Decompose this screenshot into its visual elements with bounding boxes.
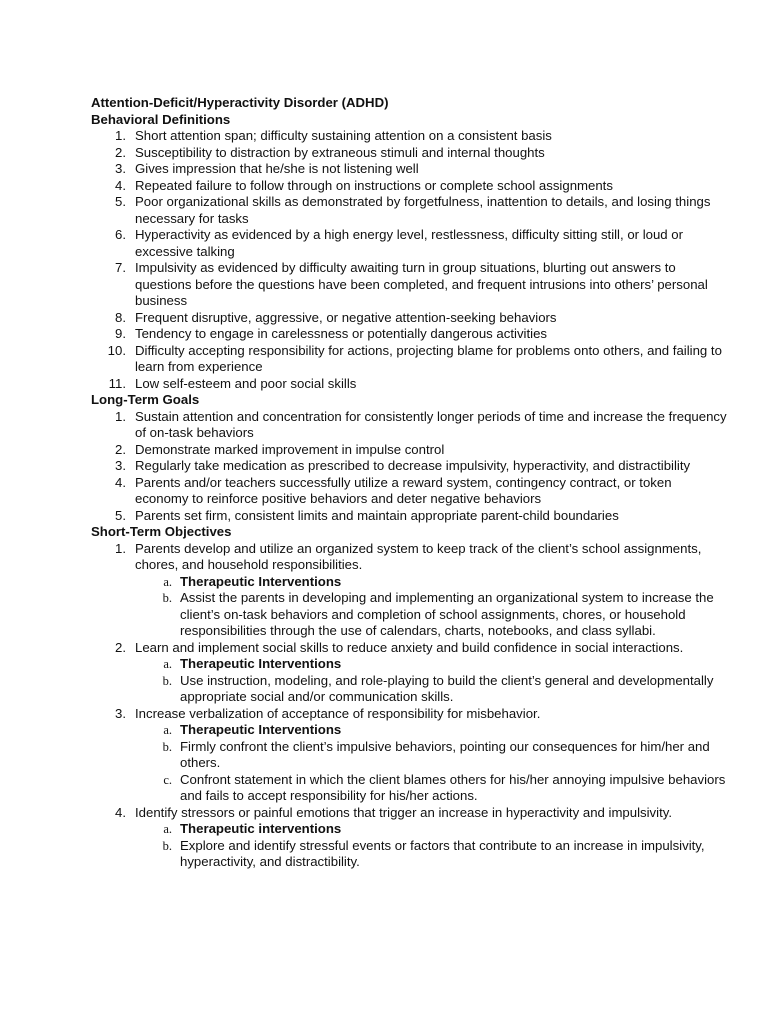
list-item — [91, 640, 728, 657]
list-item-text: Gives impression that he/she is not listening well — [135, 161, 419, 176]
list-item-text: Repeated failure to follow through on instructions or complete school assignments — [135, 177, 613, 193]
list-item-number: 11. — [108, 375, 126, 391]
list-item-number: 1. — [115, 540, 126, 556]
list-item-number: 4. — [115, 177, 126, 193]
list-item-text: Hyperactivity as evidenced by a high energy level, restlessness, difficulty sitting still, or loud or excessive talking — [135, 227, 684, 259]
list-item-number: 3. — [115, 458, 126, 473]
list-item — [91, 409, 728, 442]
section-heading: Long-Term Goals — [91, 392, 200, 407]
section — [91, 524, 728, 871]
list-item-number: 3. — [115, 705, 126, 721]
list-item-text: Short attention span; difficulty sustaining attention on a consistent basis — [135, 128, 552, 143]
list-item — [91, 194, 728, 227]
sub-list-item-text: Explore and identify stressful events or factors that contribute to an increase in impulsivity, hyperactivity, and distractibility. — [180, 837, 705, 869]
sub-list-item — [91, 673, 728, 706]
sub-list-item — [91, 838, 728, 871]
list-item-text: Parents set firm, consistent limits and maintain appropriate parent-child boundaries — [135, 507, 619, 523]
list-item-text: Difficulty accepting responsibility for actions, projecting blame for problems onto others, and failing to learn from experience — [135, 342, 722, 374]
list-item-text: Parents and/or teachers successfully utilize a reward system, contingency contract, or token economy to reinforce positive behaviors and deter negative behaviors — [135, 474, 672, 506]
sub-list-item-letter: b. — [162, 838, 172, 853]
list-item-number: 2. — [115, 639, 126, 655]
sub-list-item — [91, 739, 728, 772]
section — [91, 392, 728, 524]
list-item-text: Poor organizational skills as demonstrated by forgetfulness, inattention to details, and losing things necessary for tasks — [135, 194, 711, 226]
list-item — [91, 227, 728, 260]
list-item — [91, 260, 728, 310]
document-sections — [91, 112, 728, 871]
sub-list-item-text: Confront statement in which the client blames others for his/her annoying impulsive behaviors and fails to accept responsibility for his/her actions. — [180, 771, 726, 803]
list-item — [91, 310, 728, 327]
list-item-number: 2. — [115, 144, 126, 160]
list-item — [91, 376, 728, 393]
interventions-heading: Therapeutic Interventions — [180, 722, 342, 737]
sub-list-item-letter: b. — [162, 591, 172, 605]
list-item-number: 3. — [115, 161, 126, 176]
list-item-text: Frequent disruptive, aggressive, or negative attention-seeking behaviors — [135, 309, 557, 325]
list-item — [91, 161, 728, 178]
sub-list-item — [91, 722, 728, 739]
sub-list-item — [91, 772, 728, 805]
list-item — [91, 508, 728, 525]
list-item-text: Parents develop and utilize an organized system to keep track of the client’s school assignments, chores, and household responsibilities. — [135, 540, 702, 572]
list-item-number: 8. — [115, 309, 126, 325]
list-item — [91, 128, 728, 145]
list-item-text: Regularly take medication as prescribed to decrease impulsivity, hyperactivity, and distractibility — [135, 458, 691, 473]
sub-list-item-letter: a. — [163, 657, 172, 671]
interventions-heading: Therapeutic Interventions — [180, 573, 342, 589]
section-heading: Behavioral Definitions — [91, 111, 231, 127]
sub-list-item-text: Firmly confront the client’s impulsive behaviors, pointing our consequences for him/her and others. — [180, 738, 710, 770]
list-item-text: Identify stressors or painful emotions that trigger an increase in hyperactivity and impulsivity. — [135, 804, 673, 820]
sub-list-item-letter: a. — [163, 723, 172, 737]
list-item-number: 9. — [115, 326, 126, 341]
list-item — [91, 326, 728, 343]
sub-list-item-letter: b. — [162, 673, 172, 688]
list-item — [91, 145, 728, 162]
list-item — [91, 178, 728, 195]
interventions-heading: Therapeutic interventions — [180, 821, 342, 836]
list-item-text: Tendency to engage in carelessness or potentially dangerous activities — [135, 326, 547, 341]
list-item — [91, 805, 728, 822]
sub-list-item — [91, 574, 728, 591]
interventions-heading: Therapeutic Interventions — [180, 656, 342, 671]
list-item-number: 4. — [115, 804, 126, 820]
list-item-text: Low self-esteem and poor social skills — [135, 375, 357, 391]
list-item-number: 4. — [115, 474, 126, 490]
sub-list-item — [91, 590, 728, 640]
sub-list-item-letter: c. — [163, 772, 172, 787]
document-title: Attention-Deficit/Hyperactivity Disorder (ADHD) — [91, 95, 389, 110]
list-item-text: Impulsivity as evidenced by difficulty awaiting turn in group situations, blurting out answers to questions before the questions have been completed, and frequent intrusions into others’ personal business — [135, 260, 708, 308]
list-item — [91, 475, 728, 508]
list-item-number: 5. — [115, 194, 126, 209]
section — [91, 112, 728, 393]
sub-list-item-letter: a. — [163, 574, 172, 589]
list-item-number: 10. — [107, 342, 126, 358]
list-item-number: 2. — [115, 441, 126, 457]
sub-list-item-text: Use instruction, modeling, and role-playing to build the client’s general and developmentally appropriate social and/or communication skills. — [180, 672, 714, 704]
sub-list-item-letter: b. — [162, 739, 172, 754]
list-item-text: Increase verbalization of acceptance of responsibility for misbehavior. — [135, 705, 541, 721]
section-heading: Short-Term Objectives — [91, 524, 232, 539]
list-item — [91, 442, 728, 459]
sub-list-item — [91, 821, 728, 838]
list-item-number: 5. — [115, 507, 126, 523]
list-item — [91, 706, 728, 723]
list-item-number: 1. — [115, 128, 126, 143]
list-item-text: Demonstrate marked improvement in impulse control — [135, 441, 445, 457]
list-item-number: 1. — [115, 408, 126, 424]
list-item-number: 7. — [115, 260, 126, 275]
list-item-number: 6. — [115, 227, 126, 242]
list-item-text: Learn and implement social skills to reduce anxiety and build confidence in social interactions. — [135, 639, 684, 655]
list-item-text: Susceptibility to distraction by extraneous stimuli and internal thoughts — [135, 144, 545, 160]
list-item — [91, 541, 728, 574]
list-item — [91, 458, 728, 475]
sub-list-item-letter: a. — [163, 822, 172, 836]
list-item — [91, 343, 728, 376]
list-item-text: Sustain attention and concentration for consistently longer periods of time and increase the frequency of on-task behaviors — [135, 408, 727, 440]
sub-list-item-text: Assist the parents in developing and implementing an organizational system to increase the client’s on-task behaviors and completion of school assignments, chores, or household responsibilities through the use of calendars, charts, notebooks, and class syllabi. — [180, 590, 714, 638]
sub-list-item — [91, 656, 728, 673]
